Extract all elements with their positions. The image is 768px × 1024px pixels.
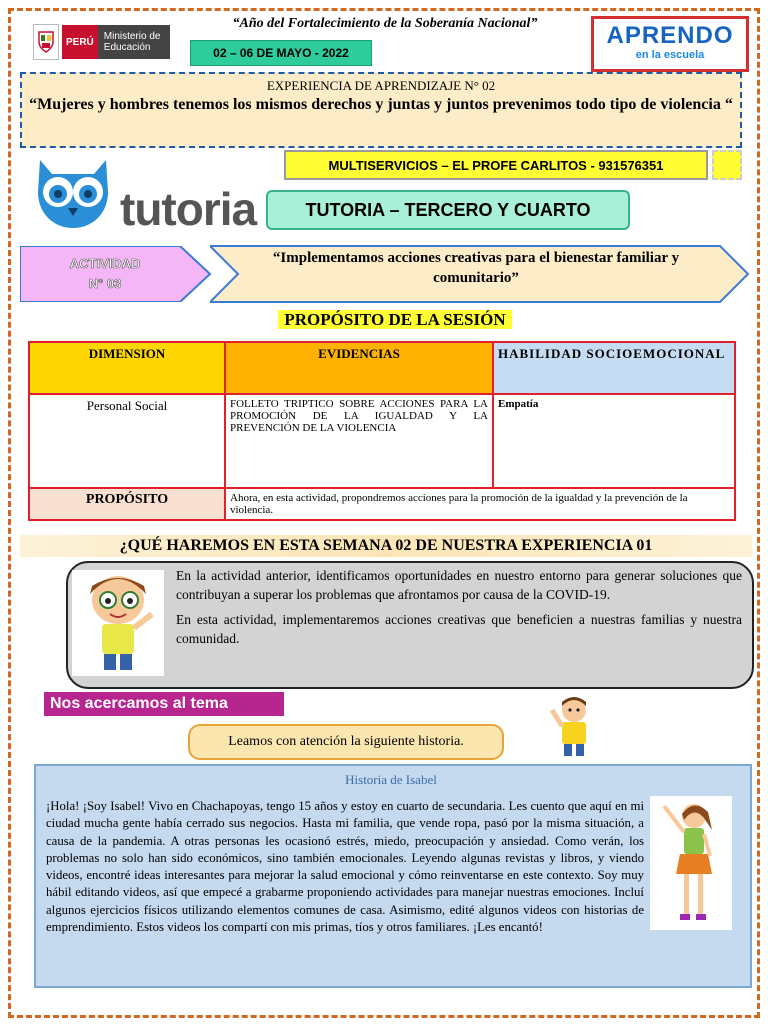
kid-waving-icon: [546, 694, 602, 758]
header-evidencias: EVIDENCIAS: [225, 342, 493, 394]
owl-icon: [28, 152, 118, 230]
proposito-label: PROPÓSITO: [29, 488, 225, 520]
experiencia-number: EXPERIENCIA DE APRENDIZAJE N° 02: [266, 78, 496, 93]
story-text: ¡Hola! ¡Soy Isabel! Vivo en Chachapoyas, tengo 15 años y estoy en cuarto de secundaria. Les cuento que aquí en mi ciudad mucha gente había cerrado sus negocios. Hasta mi familia, que vende ropa, pasó por la misma situación, a causa de la pandemia. A otras personas les ocasionó estrés, miedo, preocupación y ansiedad. Como verán, los problemas no solo han sido económicos, sino también emocionales. Leyendo algunas revistas y libros, y viendo videos, encontré ideas interesantes para mejorar la salud emocional y cómo reinventarse en este contexto. Soy muy hábil editando videos, así que empecé a grabarme proponiendo actividades para manejar nuestras emociones. Incluí algunos ejercicios físicos utilizando elementos comunes de casa. Asimismo, edité algunos videos con historias de emprendimiento. Estos videos los compartí con mis primas, tíos y otros familiares. ¡Les encantó!: [46, 799, 644, 935]
aprendo-title: APRENDO: [606, 22, 734, 49]
ministerio-label: Ministerio de Educación: [98, 25, 170, 59]
experiencia-title: “Mujeres y hombres tenemos los mismos derechos y juntas y juntos prevenimos todo tipo de violencia “: [29, 96, 733, 113]
header-dimension: DIMENSION: [29, 342, 225, 394]
header-habilidad: HABILIDAD SOCIOEMOCIONAL: [493, 342, 735, 394]
girl-waving-icon: [650, 796, 732, 930]
intro-text: [176, 566, 742, 654]
proposito-heading: [250, 310, 540, 330]
tutoria-grade-box: TUTORIA – TERCERO Y CUARTO: [266, 190, 630, 230]
date-range: 02 – 06 DE MAYO - 2022: [190, 40, 372, 66]
nos-acercamos-banner: Nos acercamos al tema: [44, 692, 284, 716]
actividad-label: ACTIVIDAD: [69, 256, 141, 271]
proposito-text: Ahora, en esta actividad, propondremos acciones para la promoción de la igualdad y la prevención de la violencia.: [225, 488, 735, 520]
multiservicios-banner: MULTISERVICIOS – EL PROFE CARLITOS - 931576351: [284, 150, 708, 180]
intro-paragraph-2: En esta actividad, implementaremos acciones creativas que beneficien a nuestras familias y nuestra comunidad.: [176, 612, 742, 646]
experiencia-box: [20, 72, 742, 148]
intro-paragraph-1: En la actividad anterior, identificamos oportunidades en nuestro entorno para generar soluciones que contribuyan a superar los problemas que afrontamos por causa de la COVID-19.: [176, 568, 742, 602]
year-title: “Año del Fortalecimiento de la Soberanía Nacional”: [232, 16, 538, 31]
speech-bubble: Leamos con atención la siguiente historia.: [188, 724, 504, 760]
dimension-value: Personal Social: [29, 394, 225, 488]
session-table: [28, 341, 736, 521]
story-title: Historia de Isabel: [345, 772, 437, 787]
aprendo-logo: [591, 16, 749, 72]
banner-tail: [712, 150, 742, 180]
evidencias-value: FOLLETO TRIPTICO SOBRE ACCIONES PARA LA PROMOCIÓN DE LA IGUALDAD Y LA PREVENCIÓN DE LA VIOLENCIA: [225, 394, 493, 488]
actividad-number: N° 03: [88, 276, 122, 291]
actividad-title-box: [210, 244, 750, 304]
boy-with-glasses-icon: [72, 570, 164, 676]
coat-of-arms-icon: [33, 24, 59, 60]
actividad-tag: [20, 246, 212, 302]
aprendo-subtitle: en la escuela: [635, 49, 705, 61]
peru-label: PERÚ: [62, 25, 98, 59]
proposito-heading-text: PROPÓSITO DE LA SESIÓN: [278, 310, 511, 329]
semana-heading: ¿QUÉ HAREMOS EN ESTA SEMANA 02 DE NUESTRA EXPERIENCIA 01: [20, 535, 752, 557]
table-row: [29, 488, 735, 520]
table-header-row: [29, 342, 735, 394]
table-row: [29, 394, 735, 488]
minedu-logo: [33, 20, 183, 64]
tutoria-brand: tutoria: [120, 183, 257, 235]
habilidad-value: Empatía: [493, 394, 735, 488]
actividad-title: “Implementamos acciones creativas para el bienestar familiar y comunitario”: [272, 250, 680, 286]
